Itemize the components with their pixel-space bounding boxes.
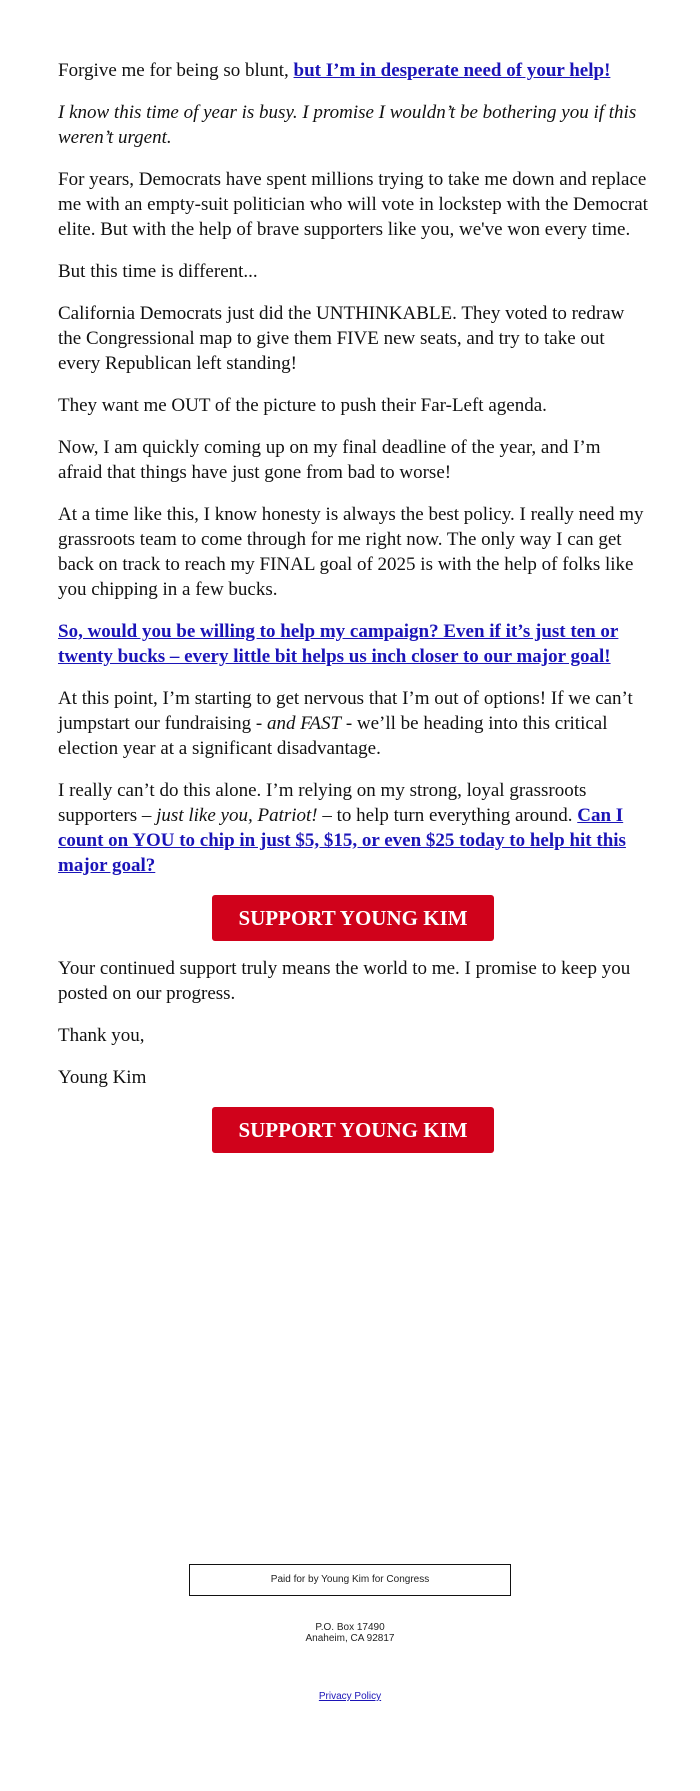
address-line-2: Anaheim, CA 92817 [305, 1633, 395, 1644]
footer [0, 1564, 700, 1702]
chip-in-link[interactable]: Can I count on YOU to chip in just $5, $15, or even $25 today to help hit this major goal? [58, 805, 626, 876]
paragraph-ask [58, 619, 648, 669]
button-wrap-1 [58, 895, 648, 941]
signature: Young Kim [58, 1067, 147, 1088]
paragraph-intro [58, 58, 648, 83]
paragraph-years: For years, Democrats have spent millions trying to take me down and replace me with an empty-suit politician who will vote in lockstep with the Democrat elite. But with the help of brave supporters like you, we've won every time. [58, 169, 648, 240]
intro-text: Forgive me for being so blunt, [58, 60, 294, 81]
nervous-text-b: - we’ll be heading into this critical election year at a significant disadvantage. [58, 713, 608, 759]
address-line-1: P.O. Box 17490 [315, 1622, 385, 1633]
support-button-2[interactable]: SUPPORT YOUNG KIM [212, 1107, 494, 1153]
paragraph-nervous [58, 686, 648, 761]
email-body [58, 58, 648, 1168]
paragraph-different: But this time is different... [58, 261, 258, 282]
paragraph-deadline: Now, I am quickly coming up on my final deadline of the year, and I’m afraid that things have just gone from bad to worse! [58, 437, 601, 483]
address [0, 1622, 700, 1644]
privacy-policy-link[interactable]: Privacy Policy [318, 1691, 382, 1702]
paid-for-box: Paid for by Young Kim for Congress [189, 1564, 511, 1596]
alone-text-b: – to help turn everything around. [317, 805, 578, 826]
support-button-1[interactable]: SUPPORT YOUNG KIM [212, 895, 494, 941]
nervous-text-a: At this point, I’m starting to get nervous that I’m out of options! If we can’t jumpstart our fundraising - [58, 688, 633, 734]
help-link[interactable]: but I’m in desperate need of your help! [293, 60, 611, 81]
nervous-emphasis: and FAST [266, 713, 342, 734]
closing: Thank you, [58, 1025, 145, 1046]
paragraph-busy [58, 100, 648, 150]
paragraph-alone [58, 778, 648, 878]
donate-ask-link[interactable]: So, would you be willing to help my campaign? Even if it’s just ten or twenty bucks – every little bit helps us inch closer to our major goal! [58, 621, 619, 667]
paragraph-honesty: At a time like this, I know honesty is always the best policy. I really need my grassroots team to come through for me right now. The only way I can get back on track to reach my FINAL goal of 2025 is with the help of folks like you chipping in a few bucks. [58, 504, 644, 600]
paragraph-support: Your continued support truly means the world to me. I promise to keep you posted on our progress. [58, 958, 631, 1004]
busy-text: I know this time of year is busy. I promise I wouldn’t be bothering you if this weren’t urgent. [58, 102, 637, 148]
paragraph-out: They want me OUT of the picture to push their Far-Left agenda. [58, 395, 547, 416]
alone-emphasis: just like you, Patriot! [156, 805, 318, 826]
alone-text-a: I really can’t do this alone. I’m relying on my strong, loyal grassroots supporters – [58, 780, 587, 826]
button-wrap-2 [58, 1107, 648, 1153]
paragraph-california: California Democrats just did the UNTHINKABLE. They voted to redraw the Congressional map to give them FIVE new seats, and try to take out every Republican left standing! [58, 303, 625, 374]
